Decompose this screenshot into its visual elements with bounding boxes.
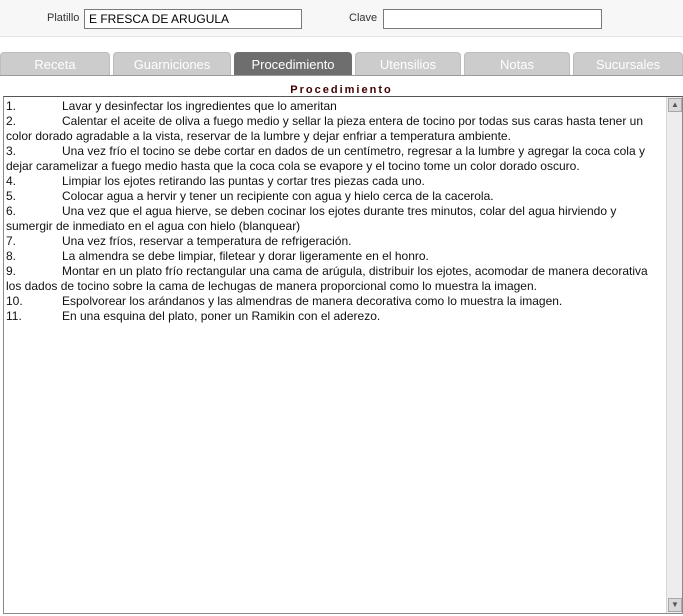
- step-number: 4.: [6, 174, 17, 188]
- step-number: 9.: [6, 264, 17, 278]
- tab-procedimiento[interactable]: Procedimiento: [234, 52, 352, 76]
- step-text: En una esquina del plato, poner un Ramikin con el aderezo.: [62, 309, 381, 323]
- step-text: Lavar y desinfectar los ingredientes que lo ameritan: [62, 99, 337, 113]
- step-number: 10.: [6, 294, 23, 308]
- step-item: [6, 114, 664, 144]
- tab-guarniciones[interactable]: Guarniciones: [113, 52, 231, 76]
- step-item: [6, 99, 664, 114]
- step-number: 1.: [6, 99, 17, 113]
- tab-receta[interactable]: Receta: [0, 52, 110, 76]
- step-item: [6, 249, 664, 264]
- step-number: 6.: [6, 204, 17, 218]
- step-text: Limpiar los ejotes retirando las puntas y cortar tres piezas cada uno.: [62, 174, 425, 188]
- platillo-label: Platillo: [47, 12, 80, 24]
- clave-label: Clave: [349, 12, 378, 24]
- vertical-scrollbar[interactable]: [666, 97, 682, 613]
- tab-sucursales[interactable]: Sucursales: [573, 52, 683, 76]
- procedure-textarea[interactable]: [3, 96, 683, 614]
- tab-underline: [0, 75, 683, 76]
- step-item: [6, 309, 664, 324]
- step-text: Colocar agua a hervir y tener un recipiente con agua y hielo cerca de la cacerola.: [62, 189, 494, 203]
- step-number: 7.: [6, 234, 17, 248]
- step-number: 11.: [6, 309, 22, 323]
- tab-bar: [0, 52, 683, 76]
- step-text: Una vez frío el tocino se debe cortar en dados de un centímetro, regresar a la lumbre y agregar la coca cola y dejar caramelizar a fuego medio hasta que la coca cola se evapore y el tocino tome un color dorado oscuro.: [6, 144, 645, 173]
- step-item: [6, 294, 664, 309]
- step-text: Espolvorear los arándanos y las almendras de manera decorativa como lo muestra la imagen.: [62, 294, 563, 308]
- step-item: [6, 264, 664, 294]
- step-number: 2.: [6, 114, 17, 128]
- step-number: 8.: [6, 249, 17, 263]
- scroll-down-arrow-icon[interactable]: ▼: [668, 598, 682, 612]
- step-number: 5.: [6, 189, 17, 203]
- step-number: 3.: [6, 144, 17, 158]
- step-item: [6, 189, 664, 204]
- step-text: Una vez que el agua hierve, se deben cocinar los ejotes durante tres minutos, colar del agua hirviendo y sumergir de inmediato en el agua con hielo (blanquear): [6, 204, 617, 233]
- step-item: [6, 174, 664, 189]
- step-text: Montar en un plato frío rectangular una cama de arúgula, distribuir los ejotes, acomodar de manera decorativa los dados de tocino sobre la cama de lechugas de manera proporcional como lo muestra la imagen.: [6, 264, 648, 293]
- step-text: La almendra se debe limpiar, filetear y dorar ligeramente en el honro.: [62, 249, 429, 263]
- step-text: Una vez fríos, reservar a temperatura de refrigeración.: [62, 234, 352, 248]
- step-item: [6, 144, 664, 174]
- section-title: Procedimiento: [290, 84, 393, 96]
- platillo-field[interactable]: E FRESCA DE ARUGULA: [84, 9, 302, 29]
- header-bar: [0, 0, 683, 37]
- step-text: Calentar el aceite de oliva a fuego medio y sellar la pieza entera de tocino por todas sus caras hasta tener un color dorado agradable a la vista, reservar de la lumbre y dejar enfriar a temperatura ambiente.: [6, 114, 644, 143]
- tab-utensilios[interactable]: Utensilios: [355, 52, 461, 76]
- step-item: [6, 234, 664, 249]
- step-item: [6, 204, 664, 234]
- procedure-content: [6, 99, 664, 324]
- scroll-up-arrow-icon[interactable]: ▲: [668, 98, 682, 112]
- clave-field[interactable]: [383, 9, 602, 29]
- tab-notas[interactable]: Notas: [464, 52, 570, 76]
